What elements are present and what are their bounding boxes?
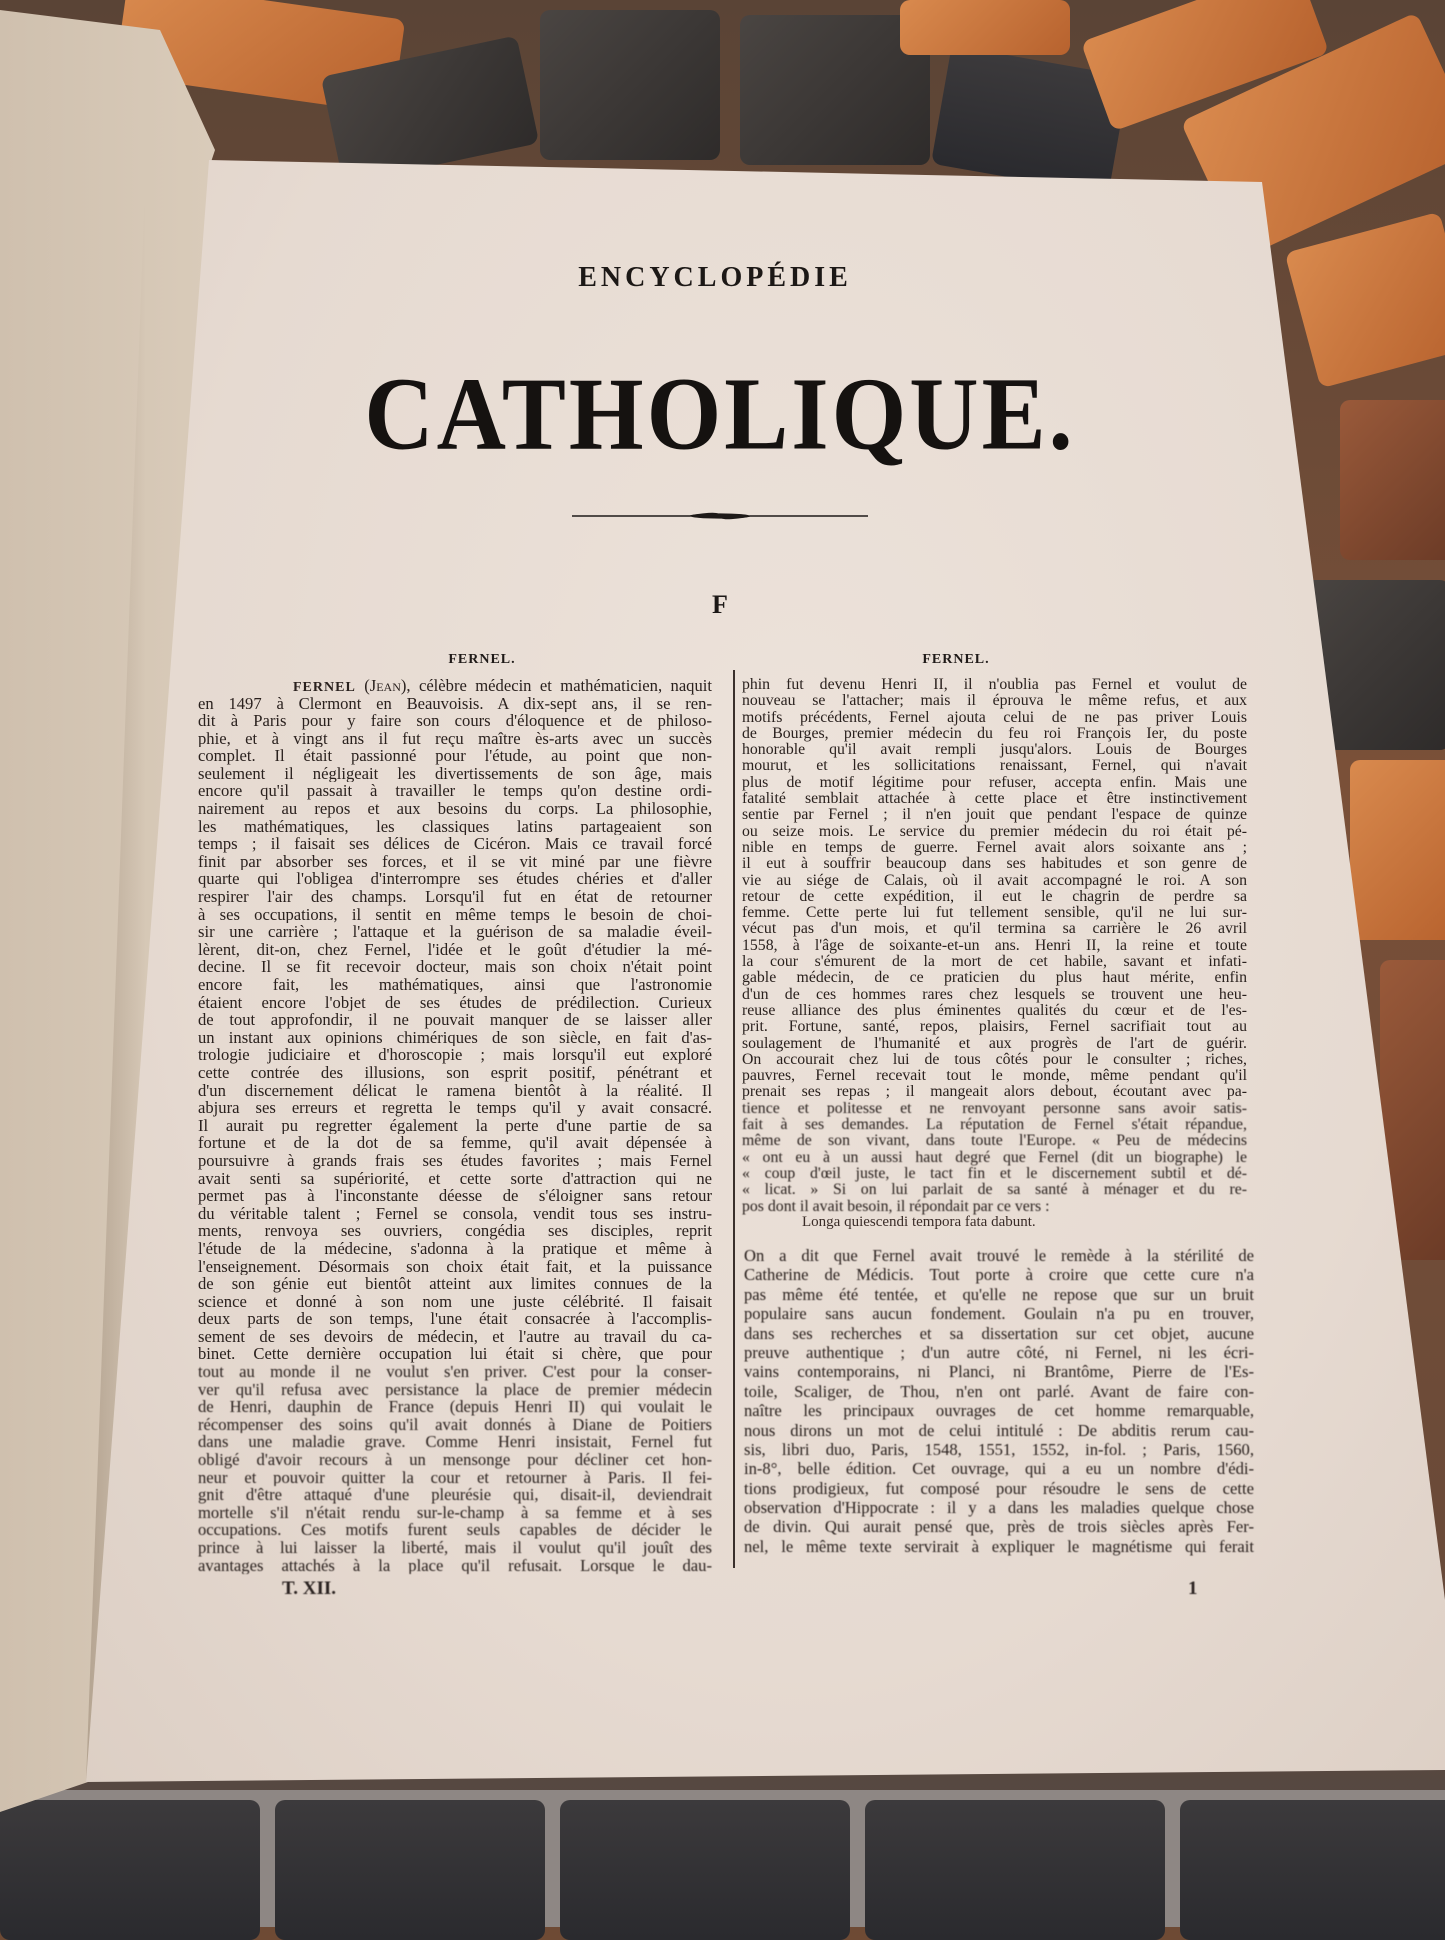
text-line: preuve authentique ; d'un autre côté, ni Fernel, ni les écri- [744, 1342, 1254, 1362]
text-line: vains contemporains, ni Planci, ni Brantôme, Pierre de l'Es- [744, 1362, 1254, 1382]
text-line: prit. Fortune, santé, repos, plaisirs, Fernel sacrifiait tout au [742, 1019, 1247, 1036]
text-line: en 1497 à Clermont en Beauvoisis. A dix-sept ans, il se ren- [198, 694, 712, 713]
text-line: Il aurait pu regretter également la perte d'une partie de sa [198, 1116, 712, 1135]
text-line: à ses occupations, il sentit en même temps le besoin de choi- [198, 905, 712, 924]
text-line: « licat. » Si on lui parlait de sa santé à ménager et du re- [742, 1182, 1247, 1199]
text-line: retour de cette expédition, il eut le chagrin de perdre sa [742, 888, 1247, 905]
text-line: avait senti sa supériorité, et cette sorte d'attraction qui ne [198, 1169, 712, 1188]
text-line: vie au siége de Calais, où il avait accompagné le roi. A son [742, 872, 1247, 889]
text-line: fatalité semblait attachée à cette place et être instinctivement [742, 791, 1247, 808]
volume-number: T. XII. [282, 1578, 337, 1599]
text-line: gnit d'être attaqué d'une pleurésie qui, disait-il, deviendrait [198, 1486, 712, 1504]
text-line: du véritable talent ; Fernel se consola, vendit tous ses instru- [198, 1204, 712, 1223]
text-line: gable médecin, de ce praticien du plus haut mérite, enfin [742, 970, 1247, 987]
section-letter: F [712, 590, 728, 619]
tile [900, 0, 1070, 55]
text-line: tions prodigieux, fut composé pour résoudre le sens de cette [744, 1478, 1254, 1498]
text-line: On a dit que Fernel avait trouvé le remède à la stérilité de [744, 1246, 1254, 1265]
text-line: étaient encore l'objet de ses études de prédilection. Curieux [198, 993, 712, 1012]
text-line: 1558, à l'âge de soixante-et-un ans. Henri II, la reine et toute [742, 937, 1247, 954]
tile [1340, 400, 1445, 560]
text-line: il eut à souffrir beaucoup dans ses habitudes et son genre de [742, 856, 1247, 873]
text-line: temps ; il faisait ses délices de Cicéron. Mais ce travail forcé [198, 835, 712, 853]
text-line: pas même été tentée, et qu'elle ne repose que sur un bruit [744, 1284, 1254, 1304]
text-line: tience et politesse et ne renvoyant personne sans avoir satis- [742, 1100, 1247, 1117]
text-line: observation d'Hippocrate : il y a dans les maladies quelque chose [744, 1498, 1254, 1518]
text-line: sir une carrière ; l'attaque et la guérison de sa maladie éveil- [198, 923, 712, 941]
text-line: On accourait chez lui de tous côtés pour le consulter ; riches, [742, 1051, 1247, 1068]
text-line: de tout approfondir, il ne pouvait manquer de se laisser aller [198, 1011, 712, 1029]
text-line: d'un de ces hommes rares chez lesquels se trouvent une heu- [742, 986, 1247, 1003]
text-line: femme. Cette perte lui fut tellement sensible, qu'il ne lui sur- [742, 905, 1247, 922]
text-line: phie, et à vingt ans il fut reçu maître ès-arts avec un succès [198, 729, 712, 748]
text-line: complet. Il était passionné pour l'étude, au point que non- [198, 747, 712, 765]
text-line: fait à ses demandes. La réputation de Fernel s'était répandue, [742, 1117, 1247, 1134]
text-line: cette contrée des illusions, son esprit positif, pénétrant et [198, 1063, 712, 1082]
text-line: la cour s'émurent de la mort de cet habile, savant et infati- [742, 954, 1247, 971]
text-line: obligé d'avoir recours à un mensonge pour décliner cet hon- [198, 1451, 712, 1469]
text-line: récompenser des soins qu'il avait donnés à Diane de Poitiers [198, 1415, 712, 1434]
ornamental-rule-icon [570, 506, 870, 526]
tile [1180, 1800, 1445, 1940]
text-line: finit par absorber ses forces, et il se vit miné par une fièvre [198, 852, 712, 871]
text-line: de Henri, dauphin de France (depuis Henri II) qui voulait le [198, 1398, 712, 1416]
text-line: nible en temps de guerre. Fernel avait alors soixante ans ; [742, 839, 1247, 856]
text-line: quarte qui l'obligea d'interrompre ses études chéries et d'aller [198, 870, 712, 889]
tile [865, 1800, 1165, 1940]
tile [560, 1800, 850, 1940]
text-line: sis, libri duo, Paris, 1548, 1551, 1552, in-fol. ; Paris, 1560, [744, 1439, 1254, 1459]
column-divider [733, 670, 735, 1568]
right-column-heading: FERNEL. [922, 652, 990, 667]
text-line: permet pas à l'inconstante déesse de s'éloigner sans retour [198, 1187, 712, 1205]
text-line: mortelle s'il n'était rendu sur-le-champ à sa femme et à ses [198, 1503, 712, 1522]
tile [0, 1800, 260, 1940]
text-line: encore qu'il passait à travailler le temps qu'on destine ordi- [198, 782, 712, 801]
left-column-text [198, 677, 712, 1574]
text-line: deux parts de son temps, l'une était consacrée à l'accomplis- [198, 1310, 712, 1328]
text-line: soulagement de l'humanité et aux progrès de l'art de guérir. [742, 1035, 1247, 1052]
text-line: abjura ses erreurs et regretta le temps qu'il y avait consacré. [198, 1099, 712, 1117]
text-line: pauvres, Fernel recevait tout le monde, même pendant qu'il [742, 1068, 1247, 1085]
text-line: ou seize mois. Le service du premier médecin du roi était pé- [742, 823, 1247, 840]
text-line: « coup d'œil juste, le tact fin et le discernement subtil et dé- [742, 1165, 1247, 1182]
text-line: occupations. Ces motifs furent seuls capables de décider le [198, 1521, 712, 1539]
tile [1350, 760, 1445, 940]
text-line: phin fut devenu Henri II, il n'oublia pas Fernel et voulut de [742, 677, 1247, 693]
entry-name: FERNEL [293, 680, 356, 695]
text-line: binet. Cette dernière occupation lui était si chère, que pour [198, 1345, 712, 1364]
text-line: dans ses recherches et sa dissertation sur cet objet, aucune [744, 1323, 1254, 1343]
text-line: tout au monde il ne voulut s'en priver. C'est pour la conser- [198, 1363, 712, 1381]
text-line: de Bourges, premier médecin du feu roi François Ier, du poste [742, 725, 1247, 742]
text-line: plus de motif légitime pour refuser, accepta enfin. Mais une [742, 774, 1247, 791]
text-line: decine. Il se fit recevoir docteur, mais son choix n'était point [198, 958, 712, 976]
text-line: in-8°, belle édition. Cet ouvrage, qui a eu un nombre d'édi- [744, 1459, 1254, 1479]
right-column-paragraph-1 [742, 677, 1247, 1215]
text-line: prince à lui laisser la liberté, mais il voulut qu'il jouît des [198, 1539, 712, 1557]
signature-mark: 1 [1188, 1578, 1198, 1599]
text-line: nous dirons un mot de celui intitulé : De abditis rerum cau- [744, 1420, 1254, 1440]
text-line: ver qu'il refusa avec persistance la place de premier médecin [198, 1380, 712, 1399]
text-line: trologie judiciaire et d'horoscopie ; mais lorsqu'il eut exploré [198, 1046, 712, 1064]
text-line: mourut, et les sollicitations renaissant, Fernel, qui n'avait [742, 758, 1247, 775]
text-line: nouveau se l'attacher; mais il éprouva le même refus, et aux [742, 693, 1247, 710]
text-line: vécut pas d'un mois, et qu'il termina sa carrière le 26 avril [742, 921, 1247, 938]
text-line: l'étude de la médecine, s'adonna à la pratique et même à [198, 1239, 712, 1258]
text-line: de son génie eut bientôt atteint aux limites connues de la [198, 1275, 712, 1293]
text-line: honorable qu'il avait rempli jusqu'alors. Louis de Bourges [742, 742, 1247, 759]
text-line: « ont eu à un aussi haut degré que Fernel (dit un biographe) le [742, 1149, 1247, 1166]
text-line: de divin. Qui aurait pensé que, près de trois siècles après Fer- [744, 1517, 1254, 1537]
entry-first-line: , célèbre médecin et mathématicien, naquit [406, 677, 712, 695]
text-line: sentie par Fernel ; il n'en jouit que pendant l'espace de quinze [742, 807, 1247, 824]
text-line: les mathématiques, les classiques latins partageaient son [198, 817, 712, 836]
text-line: avantages attachés à la place qu'il refusait. Lorsque le dau- [198, 1556, 712, 1575]
text-line: neur et pouvoir quitter la cour et retourner à Paris. Il fei- [198, 1468, 712, 1487]
tile [540, 10, 720, 160]
text-line: toile, Scaliger, de Thou, n'en ont parlé. Avant de faire con- [744, 1381, 1254, 1401]
text-line: un instant aux opinions chimériques de son siècle, en fait d'as- [198, 1028, 712, 1047]
text-line: reuse alliance des plus éminentes qualités du cœur et de l'es- [742, 1002, 1247, 1019]
latin-verse: Longa quiescendi tempora fata dabunt. [802, 1214, 1036, 1230]
text-line: nairement au repos et aux besoins du corps. La philosophie, [198, 800, 712, 818]
text-line: nel, le même texte servirait à expliquer le magnétisme qui ferait [744, 1536, 1254, 1556]
text-line: pos dont il avait besoin, il répondait par ce vers : [742, 1198, 1050, 1215]
title-encyclopedie: ENCYCLOPÉDIE [578, 262, 852, 293]
entry-given-name: (Jean) [364, 677, 407, 695]
text-line: science et donné à son nom une juste célébrité. Il faisait [198, 1292, 712, 1311]
text-line: d'un discernement délicat le ramena bientôt à la réalité. Il [198, 1081, 712, 1100]
text-line: encore fait, les mathématiques, ainsi que l'astronomie [198, 976, 712, 994]
text-line: ments, renvoya ses ouvriers, congédia ses disciples, reprit [198, 1222, 712, 1240]
text-line [198, 677, 712, 695]
text-line: naître les principaux ouvrages de cet homme remarquable, [744, 1401, 1254, 1421]
text-line: poursuivre à grands frais ses études favorites ; mais Fernel [198, 1151, 712, 1170]
right-column-paragraph-2 [744, 1246, 1254, 1556]
text-line: dans une maladie grave. Comme Henri insistait, Fernel fut [198, 1433, 712, 1452]
text-line: seulement il négligeait les divertissements de son âge, mais [198, 764, 712, 783]
text-line: même de son vivant, dans toute l'Europe. « Peu de médecins [742, 1133, 1247, 1150]
text-line: motifs précédents, Fernel ajouta celui de ne pas priver Louis [742, 709, 1247, 726]
text-line: prenait ses repas ; il mangeait alors debout, écoutant avec pa- [742, 1084, 1247, 1101]
text-line: fortune et de la dot de sa femme, qu'il avait dépensée à [198, 1134, 712, 1152]
text-line: lèrent, dit-on, chez Fernel, l'idée et le goût d'étudier la mé- [198, 940, 712, 959]
text-line: Catherine de Médicis. Tout porte à croire que cette cure n'a [744, 1265, 1254, 1285]
text-line: dit à Paris pour y faire son cours d'éloquence et de philoso- [198, 712, 712, 730]
text-line: sement de ses devoirs de médecin, et l'autre au travail du ca- [198, 1327, 712, 1346]
text-line: l'enseignement. Désormais son choix était fait, et la puissance [198, 1257, 712, 1276]
text-line: respirer l'air des champs. Lorsqu'il fut en état de retourner [198, 888, 712, 906]
left-column-heading: FERNEL. [448, 652, 516, 667]
text-line: populaire sans aucun fondement. Goulain n'a pu en trouver, [744, 1304, 1254, 1324]
tile [275, 1800, 545, 1940]
title-catholique: CATHOLIQUE. [364, 355, 1076, 472]
